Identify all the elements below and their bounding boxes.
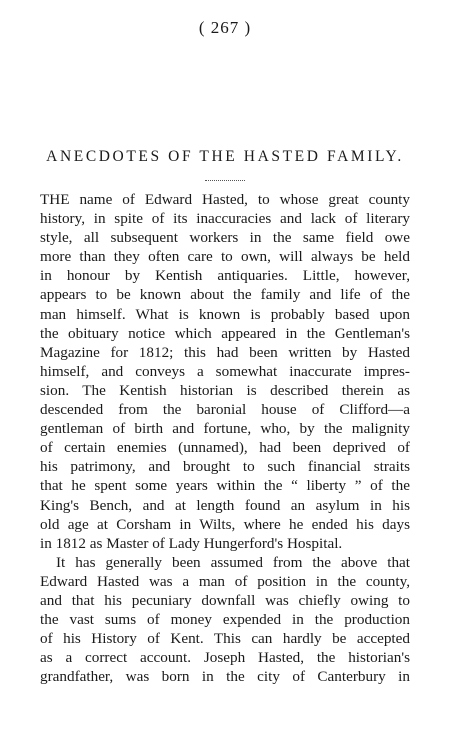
text-line: man himself. What is known is probably based upon <box>40 305 410 323</box>
text-line: appears to be known about the family and life of the <box>40 286 410 304</box>
text-line: sion. The Kentish historian is described therein as <box>40 381 410 399</box>
page-number: ( 267 ) <box>198 18 252 37</box>
text-line: gentleman of birth and fortune, who, by the malignity <box>40 420 410 438</box>
text-line: the obituary notice which appeared in the Gentleman's <box>40 324 410 342</box>
text-line: his patrimony, and brought to such financial straits <box>40 458 410 476</box>
text-line: Edward Hasted was a man of position in the county, <box>40 572 410 590</box>
text-line: Magazine for 1812; this had been written by Hasted <box>40 343 410 361</box>
text-line: himself, and conveys a somewhat inaccurate impres- <box>40 362 410 380</box>
text-line: King's Bench, and at length found an asylum in his <box>40 496 410 514</box>
text-line: old age at Corsham in Wilts, where he ended his days <box>40 515 410 533</box>
text-line: more than they often care to own, will always be held <box>40 248 410 266</box>
text-line: of his History of Kent. This can hardly be accepted <box>40 630 410 648</box>
text-line: grandfather, was born in the city of Canterbury in <box>40 668 410 686</box>
text-line: the vast sums of money expended in the production <box>40 611 410 629</box>
text-line: style, all subsequent workers in the same field owe <box>40 229 410 247</box>
text-line: THE name of Edward Hasted, to whose great county <box>40 191 410 208</box>
page-title: ANECDOTES OF THE HASTED FAMILY. <box>46 148 404 165</box>
text-line: in honour by Kentish antiquaries. Little, however, <box>40 267 410 285</box>
text-line: and that his pecuniary downfall was chiefly owing to <box>40 591 410 609</box>
text-line: as a correct account. Joseph Hasted, the historian's <box>40 649 410 667</box>
body-text <box>40 190 410 686</box>
text-line: history, in spite of its inaccuracies and lack of literary <box>40 210 410 228</box>
text-line: of certain enemies (unnamed), had been deprived of <box>40 439 410 457</box>
text-line: that he spent some years within the “ liberty ” of the <box>40 477 410 495</box>
paragraph-start-line: It has generally been assumed from the above that <box>56 553 410 571</box>
title-divider <box>205 180 245 181</box>
paragraph-end-line: in 1812 as Master of Lady Hungerford's Hospital. <box>40 534 343 552</box>
text-line: descended from the baronial house of Clifford—a <box>40 401 410 419</box>
